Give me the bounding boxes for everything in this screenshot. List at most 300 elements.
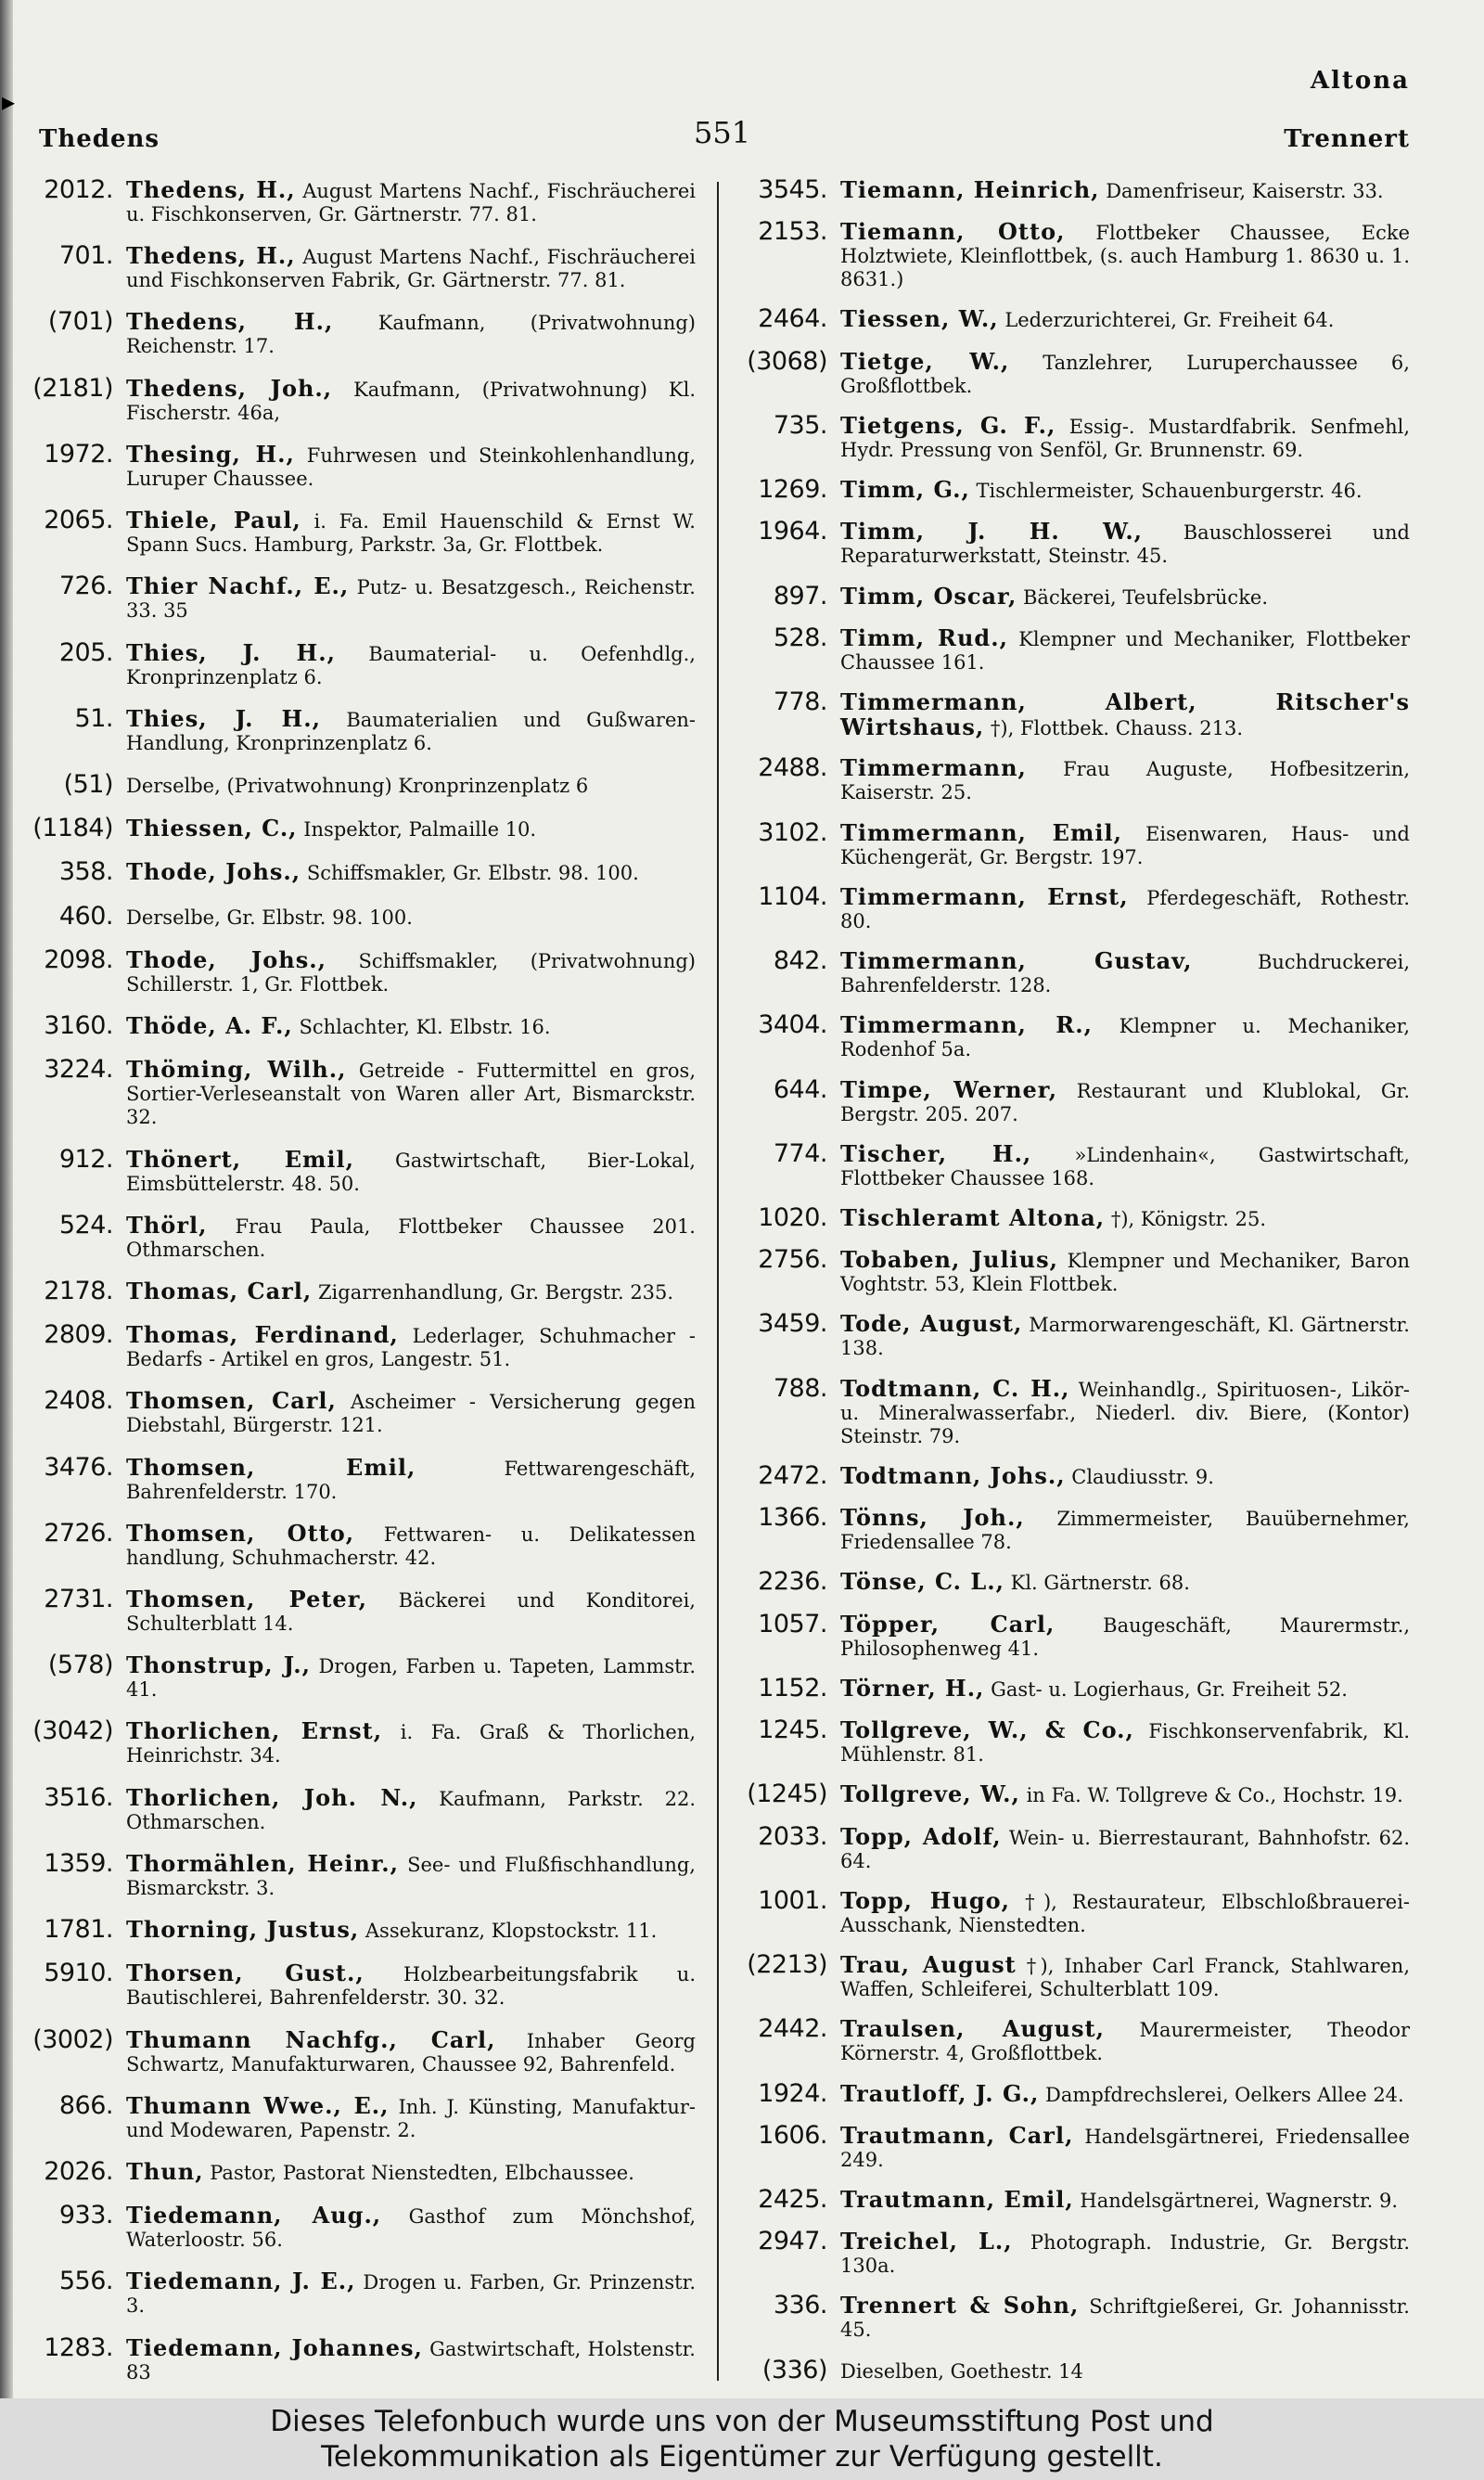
page-edge-shadow <box>0 0 16 2398</box>
entry-details: Handelsgärtnerei, Wagnerstr. 9. <box>1080 2189 1399 2212</box>
entry-details: August Martens Nachf., Fischräucherei und Fischkonserven Fabrik, Gr. Gärtnerstr. 77. 81. <box>126 246 696 292</box>
subscriber-name: Töpper, Carl, <box>840 1610 1055 1638</box>
directory-entry <box>19 1586 696 1636</box>
directory-entry <box>733 2186 1410 2214</box>
entry-details: Bäckerei, Teufelsbrücke. <box>1023 585 1269 609</box>
subscriber-name: Trautmann, Emil, <box>840 2185 1074 2213</box>
entry-text <box>840 754 1410 804</box>
phone-number: 3224. <box>44 1055 113 1085</box>
entry-details: Lederzurichterei, Gr. Freiheit 64. <box>1004 309 1335 332</box>
subscriber-name: Todtmann, C. H., <box>840 1374 1070 1402</box>
phone-number: 2408. <box>44 1386 113 1416</box>
entry-details: Fettwarengeschäft, Bahrenfelderstr. 170. <box>126 1457 696 1503</box>
phone-number: 2153. <box>758 217 827 247</box>
phone-number: 2425. <box>758 2184 827 2214</box>
entry-text <box>126 1717 696 1767</box>
subscriber-name: Tollgreve, W., <box>840 1780 1020 1808</box>
entry-details: Restaurant und Klublokal, Gr. Bergstr. 205. 207. <box>840 1079 1410 1125</box>
entry-text <box>840 2228 1410 2278</box>
subscriber-name: Tietgens, G. F., <box>840 411 1056 439</box>
entry-details: Kaufmann, (Privatwohnung) Kl. Fischerstr. 46a, <box>126 378 696 424</box>
phone-number: 2756. <box>758 1245 827 1275</box>
subscriber-name: Tiemann, Otto, <box>840 218 1066 246</box>
entry-text <box>126 2158 696 2185</box>
right-column <box>733 176 1410 2384</box>
subscriber-name: Timpe, Werner, <box>840 1075 1058 1103</box>
entry-details: Frau Paula, Flottbeker Chaussee 201. Othmarschen. <box>126 1214 696 1261</box>
phone-number: 644. <box>773 1074 827 1104</box>
subscriber-name: Thumann Nachfg., Carl, <box>126 2025 496 2053</box>
subscriber-name: Thöde, A. F., <box>126 1012 293 1040</box>
phone-number: 701. <box>58 241 113 271</box>
entry-text <box>126 2268 696 2318</box>
entry-text <box>840 1823 1410 1873</box>
entry-details: in Fa. W. Tollgreve & Co., Hochstr. 19. <box>1026 1784 1403 1807</box>
subscriber-name: Todtmann, Johs., <box>840 1461 1066 1489</box>
entry-text <box>840 2080 1410 2107</box>
directory-entry <box>19 1960 696 2010</box>
phone-number: 2033. <box>758 1821 827 1851</box>
entry-details: Baugeschäft, Maurermstr., Philosophenweg 41. <box>840 1613 1410 1660</box>
entry-details: Schriftgießerei, Gr. Johannisstr. 45. <box>840 2295 1410 2342</box>
entry-text <box>840 1246 1410 1296</box>
subscriber-name: Thorsen, Gust., <box>126 1960 365 1987</box>
entry-text <box>840 176 1410 203</box>
entry-details: Essig-. Mustardfabrik. Senfmehl, Hydr. Pressung von Senföl, Gr. Brunnenstr. 69. <box>840 415 1411 461</box>
entry-text <box>126 2334 696 2384</box>
directory-entry <box>733 583 1410 610</box>
directory-entry <box>733 1462 1410 1490</box>
subscriber-name: Thormählen, Heinr., <box>126 1849 399 1877</box>
entry-details: Tanzlehrer, Luruperchaussee 6, Großflottbek. <box>840 351 1410 397</box>
phone-number: 3516. <box>44 1782 113 1812</box>
entry-text <box>840 1375 1410 1448</box>
entry-text <box>126 1586 696 1636</box>
entry-text <box>840 1310 1410 1360</box>
subscriber-name: Thode, Johs., <box>126 858 301 886</box>
footer-notice <box>0 2398 1484 2480</box>
directory-entry <box>19 1651 696 1702</box>
directory-entry <box>733 1076 1410 1126</box>
directory-entry <box>19 946 696 996</box>
directory-entry <box>733 1140 1410 1190</box>
directory-entry <box>19 858 696 886</box>
directory-entry <box>19 2026 696 2076</box>
entry-details: Weinhandlg., Spirituosen-, Likör- u. Mineralwasserfabr., Niederl. div. Biere, (Kontor) Steinstr. 79. <box>840 1378 1410 1447</box>
entry-details: Baumaterial- u. Oefenhdlg., Kronprinzenplatz 6. <box>126 642 696 688</box>
phone-number: 735. <box>773 410 827 440</box>
subscriber-name: Thiessen, C., <box>126 815 298 842</box>
phone-number: 1283. <box>44 2332 113 2362</box>
entry-text <box>840 1780 1410 1807</box>
entry-details: Claudiusstr. 9. <box>1071 1465 1214 1488</box>
subscriber-name: Tönns, Joh., <box>840 1504 1025 1532</box>
subscriber-name: Thomas, Ferdinand, <box>126 1321 399 1349</box>
phone-number: 842. <box>773 946 827 976</box>
entry-text <box>840 1140 1410 1190</box>
directory-entry <box>19 1717 696 1767</box>
page-number: 551 <box>694 115 751 150</box>
subscriber-name: Thomsen, Emil, <box>126 1453 416 1481</box>
directory-entry <box>733 754 1410 804</box>
entry-details: Zigarrenhandlung, Gr. Bergstr. 235. <box>317 1280 674 1304</box>
entry-text <box>840 1076 1410 1126</box>
phone-number: 2065. <box>44 506 113 535</box>
subscriber-name: Thedens, H., <box>126 176 296 203</box>
subscriber-name: Tiessen, W., <box>840 305 999 333</box>
entry-text <box>126 903 696 930</box>
entry-details: Flottbeker Chaussee, Ecke Holztwiete, Kleinflottbek, (s. auch Hamburg 1. 8630 u. 1. 8631.) <box>840 222 1410 291</box>
directory-entry <box>733 1011 1410 1061</box>
phone-number: 2731. <box>44 1585 113 1614</box>
subscriber-name: Thorning, Justus, <box>126 1916 360 1944</box>
entry-text <box>840 348 1410 398</box>
entry-text <box>840 1011 1410 1061</box>
entry-details: Klempner und Mechaniker, Baron Voghtstr. 53, Klein Flottbek. <box>840 1250 1410 1296</box>
entry-details: See- und Flußfischhandlung, Bismarckstr. 3. <box>126 1853 696 1899</box>
directory-entry <box>733 819 1410 869</box>
phone-number: 1781. <box>44 1915 113 1945</box>
entry-details: Kaufmann, (Privatwohnung) Reichenstr. 17. <box>126 312 697 358</box>
entry-details: Putz- u. Besatzgesch., Reichenstr. 33. 35 <box>126 576 696 623</box>
directory-entry <box>19 1916 696 1944</box>
entry-details: Holzbearbeitungsfabrik u. Bautischlerei, Bahrenfelderstr. 30. 32. <box>126 1963 696 2010</box>
entry-details: Drogen u. Farben, Gr. Prinzenstr. 3. <box>126 2271 696 2318</box>
entry-text <box>840 2186 1410 2213</box>
subscriber-name: Thönert, Emil, <box>126 1145 355 1173</box>
entry-details: Wein- u. Bierrestaurant, Bahnhofstr. 62. 64. <box>840 1826 1410 1872</box>
entry-details: Gasthof zum Mönchshof, Waterloostr. 56. <box>126 2205 696 2252</box>
directory-entry <box>19 1850 696 1900</box>
phone-number: 1972. <box>44 439 113 469</box>
entry-text <box>126 1784 696 1834</box>
first-entry-header: Thedens <box>39 125 160 153</box>
subscriber-name: Timmermann, <box>840 754 1027 782</box>
phone-number: 3476. <box>44 1452 113 1482</box>
entry-details: Pastor, Pastorat Nienstedten, Elbchaussee. <box>210 2162 634 2184</box>
entry-text <box>126 2026 696 2076</box>
phone-number: 5910. <box>44 1959 113 1988</box>
entry-details: Zimmermeister, Bauübernehmer, Friedensallee 78. <box>840 1508 1410 1554</box>
entry-text <box>126 1916 696 1943</box>
phone-number: 358. <box>58 857 113 887</box>
entry-text <box>126 308 696 358</box>
subscriber-name: Thorlichen, Ernst, <box>126 1717 383 1745</box>
phone-number: 726. <box>58 572 113 601</box>
subscriber-name: Thedens, Joh., <box>126 374 333 402</box>
entry-text <box>126 507 696 557</box>
phone-number: 51. <box>74 703 113 733</box>
entry-text <box>840 1204 1410 1231</box>
entry-details: †), Restaurateur, Elbschloßbrauerei-Ausschank, Nienstedten. <box>840 1890 1410 1936</box>
phone-number: 2726. <box>44 1518 113 1548</box>
phone-number: (578) <box>47 1651 113 1680</box>
phone-number: (1184) <box>32 814 113 843</box>
subscriber-name: Trennert & Sohn, <box>840 2292 1080 2319</box>
entry-details: Drogen, Farben u. Tapeten, Lammstr. 41. <box>126 1655 696 1702</box>
directory-entry <box>733 1951 1410 2001</box>
subscriber-name: Topp, Adolf, <box>840 1822 1002 1850</box>
entry-text <box>126 1520 696 1570</box>
city-header: Altona <box>1310 67 1410 95</box>
entry-details: i. Fa. Emil Hauenschild & Ernst W. Spann Sucs. Hamburg, Parkstr. 3a, Gr. Flottbek. <box>126 510 696 557</box>
entry-text <box>126 858 696 885</box>
entry-details: »Lindenhain«, Gastwirtschaft, Flottbeker Chaussee 168. <box>840 1143 1410 1189</box>
entry-details: Buchdruckerei, Bahrenfelderstr. 128. <box>840 951 1410 997</box>
subscriber-name: Timmermann, Emil, <box>840 818 1122 846</box>
entry-details: Dampfdrechslerei, Oelkers Allee 24. <box>1045 2083 1404 2106</box>
directory-entry <box>19 639 696 689</box>
phone-number: (2181) <box>32 373 113 403</box>
phone-number: (1245) <box>747 1780 827 1809</box>
entry-details: Getreide - Futtermittel en gros, Sortier-Verleseanstalt von Waren aller Art, Bismarckstr. 32. <box>126 1060 696 1129</box>
subscriber-name: Tobaben, Julius, <box>840 1246 1058 1274</box>
subscriber-name: Timmermann, Ernst, <box>840 882 1129 910</box>
phone-number: 897. <box>773 581 827 610</box>
phone-number: (51) <box>63 769 113 799</box>
directory-entry <box>19 1454 696 1504</box>
entry-text <box>126 1651 696 1702</box>
directory-entry <box>19 1784 696 1834</box>
entry-text <box>126 375 696 425</box>
entry-details: Inhaber Georg Schwartz, Manufakturwaren, Chaussee 92, Bahrenfeld. <box>126 2029 696 2075</box>
directory-entry <box>19 1520 696 1570</box>
phone-number: 2236. <box>758 1567 827 1597</box>
phone-number: 3102. <box>758 817 827 847</box>
phone-number: 3160. <box>44 1011 113 1041</box>
directory-entry <box>19 1056 696 1129</box>
entry-text <box>840 412 1410 462</box>
entry-details: Handelsgärtnerei, Friedensallee 249. <box>840 2125 1410 2171</box>
phone-number: 1245. <box>758 1715 827 1745</box>
entry-details: Inspektor, Palmaille 10. <box>303 818 537 842</box>
phone-number: 2098. <box>44 944 113 974</box>
entry-details: Assekuranz, Klopstockstr. 11. <box>365 1920 658 1943</box>
subscriber-name: Timmermann, R., <box>840 1011 1093 1039</box>
subscriber-name: Thies, J. H., <box>126 704 321 732</box>
entry-text <box>840 518 1410 568</box>
directory-entry <box>733 1204 1410 1232</box>
entry-details: Maurermeister, Theodor Körnerstr. 4, Großflottbek. <box>840 2019 1410 2065</box>
subscriber-name: Timmermann, Albert, Ritscher's Wirtshaus, <box>840 688 1410 741</box>
entry-text <box>840 624 1410 675</box>
phone-number: 788. <box>773 1373 827 1403</box>
entry-text <box>126 441 696 491</box>
subscriber-name: Thun, <box>126 2158 204 2185</box>
subscriber-name: Thörl, <box>126 1211 208 1239</box>
phone-number: 1020. <box>758 1202 827 1232</box>
phone-number: 1104. <box>758 881 827 911</box>
subscriber-name: Thomas, Carl, <box>126 1277 313 1304</box>
entry-text <box>126 1960 696 2010</box>
entry-text <box>126 572 696 623</box>
directory-entry <box>733 348 1410 398</box>
subscriber-name: Trautmann, Carl, <box>840 2121 1074 2149</box>
phone-number: (2213) <box>747 1950 827 1980</box>
entry-text <box>126 1212 696 1262</box>
phone-number: (701) <box>47 307 113 337</box>
subscriber-name: Tischleramt Altona, <box>840 1203 1106 1231</box>
subscriber-name: Tiedemann, J. E., <box>126 2268 356 2295</box>
entry-details: Kaufmann, Parkstr. 22. Othmarschen. <box>126 1787 696 1833</box>
phone-number: 3404. <box>758 1010 827 1040</box>
directory-entry <box>19 705 696 755</box>
phone-number: 556. <box>58 2267 113 2296</box>
entry-text <box>126 639 696 689</box>
phone-number: 2178. <box>44 1276 113 1305</box>
entry-details: Kl. Gärtnerstr. 68. <box>1010 1572 1190 1595</box>
directory-entry <box>19 572 696 623</box>
directory-entry <box>19 2334 696 2384</box>
subscriber-name: Tiemann, Heinrich, <box>840 176 1100 203</box>
phone-number: 528. <box>773 623 827 652</box>
phone-number: 1359. <box>44 1848 113 1878</box>
column-divider <box>717 182 719 2381</box>
entry-details: Lederlager, Schuhmacher - Bedarfs - Artikel en gros, Langestr. 51. <box>126 1325 696 1371</box>
entry-details: Derselbe, Gr. Elbstr. 98. 100. <box>126 906 413 929</box>
entry-text <box>840 1675 1410 1702</box>
subscriber-name: Tollgreve, W., & Co., <box>840 1716 1134 1744</box>
subscriber-name: Thöming, Wilh., <box>126 1056 347 1084</box>
phone-number: (3068) <box>747 346 827 376</box>
entry-text <box>126 771 696 798</box>
directory-entry <box>19 1146 696 1196</box>
entry-text <box>126 242 696 292</box>
phone-number: 1366. <box>758 1503 827 1533</box>
phone-number: 1924. <box>758 2078 827 2108</box>
directory-entry <box>733 176 1410 204</box>
entry-details: †), Flottbek. Chauss. 213. <box>990 717 1244 740</box>
subscriber-name: Treichel, L., <box>840 2228 1013 2255</box>
phone-number: 912. <box>58 1144 113 1174</box>
directory-entry <box>19 1387 696 1437</box>
entry-text <box>840 305 1410 332</box>
directory-entry <box>733 2357 1410 2384</box>
entry-details: Fuhrwesen und Steinkohlenhandlung, Luruper Chaussee. <box>126 443 696 490</box>
entry-details: Schiffsmakler, (Privatwohnung) Schillerstr. 1, Gr. Flottbek. <box>126 949 696 996</box>
directory-entry <box>733 1887 1410 1937</box>
entry-text <box>840 2357 1410 2384</box>
subscriber-name: Timm, J. H. W., <box>840 518 1144 546</box>
phone-number: (3042) <box>32 1716 113 1746</box>
directory-entry <box>19 2158 696 2186</box>
entry-text <box>840 476 1410 503</box>
directory-entry <box>733 1716 1410 1767</box>
phone-number: 2809. <box>44 1320 113 1350</box>
subscriber-name: Timmermann, Gustav, <box>840 947 1193 975</box>
subscriber-name: Timm, Rud., <box>840 623 1008 651</box>
directory-entry <box>19 1012 696 1040</box>
entry-text <box>840 2122 1410 2172</box>
directory-entry <box>733 218 1410 291</box>
entry-text <box>126 1850 696 1900</box>
entry-text <box>840 1887 1410 1937</box>
phone-number: 778. <box>773 687 827 717</box>
page-marker-icon: ▸ <box>2 86 16 117</box>
entry-text <box>840 1716 1410 1767</box>
entry-details: Dieselben, Goethestr. 14 <box>840 2359 1083 2383</box>
entry-text <box>840 1568 1410 1595</box>
phone-number: 1152. <box>758 1673 827 1703</box>
directory-entry <box>733 1246 1410 1296</box>
directory-entry <box>733 688 1410 740</box>
entry-text <box>126 946 696 996</box>
entry-text <box>126 1321 696 1371</box>
subscriber-name: Topp, Hugo, <box>840 1886 1011 1914</box>
entry-details: i. Fa. Graß & Thorlichen, Heinrichstr. 34. <box>126 1721 696 1767</box>
subscriber-name: Thies, J. H., <box>126 638 336 666</box>
directory-entry <box>733 2122 1410 2172</box>
subscriber-name: Trautloff, J. G., <box>840 2079 1040 2107</box>
footer-line-2: Telekommunikation als Eigentümer zur Verfügung gestellt. <box>321 2440 1163 2474</box>
entry-text <box>840 688 1410 740</box>
directory-entry <box>733 2015 1410 2065</box>
subscriber-name: Thumann Wwe., E., <box>126 2091 390 2119</box>
directory-entry <box>19 507 696 557</box>
entry-text <box>840 1611 1410 1661</box>
entry-text <box>126 1146 696 1196</box>
phone-number: 336. <box>773 2291 827 2320</box>
entry-text <box>840 218 1410 291</box>
entry-details: Derselbe, (Privatwohnung) Kronprinzenplatz 6 <box>126 774 589 797</box>
subscriber-name: Tischer, H., <box>840 1139 1032 1167</box>
phone-number: 524. <box>58 1210 113 1240</box>
subscriber-name: Thorlichen, Joh. N., <box>126 1783 418 1811</box>
entry-text <box>840 947 1410 997</box>
directory-entry <box>733 1310 1410 1360</box>
directory-entry <box>19 441 696 491</box>
entry-text <box>126 815 696 842</box>
phone-number: 1606. <box>758 2120 827 2150</box>
directory-entry <box>19 2092 696 2142</box>
subscriber-name: Tiedemann, Johannes, <box>126 2333 423 2361</box>
entry-details: Fettwaren- u. Delikatessen handlung, Schuhmacherstr. 42. <box>126 1523 696 1569</box>
phone-number: 774. <box>773 1138 827 1168</box>
phone-number: (3002) <box>32 2024 113 2054</box>
phone-number: 2464. <box>758 304 827 334</box>
directory-entry <box>19 771 696 799</box>
directory-entry <box>19 375 696 425</box>
directory-entry <box>733 412 1410 462</box>
phone-number: 2442. <box>758 2014 827 2044</box>
entry-details: Schlachter, Kl. Elbstr. 16. <box>299 1016 551 1039</box>
entry-details: †), Königstr. 25. <box>1110 1207 1267 1230</box>
entry-text <box>126 2202 696 2252</box>
entry-details: Gastwirtschaft, Holstenstr. 83 <box>126 2337 696 2384</box>
directory-entry <box>733 624 1410 675</box>
phone-number: 1269. <box>758 475 827 505</box>
directory-entry <box>733 518 1410 568</box>
left-column <box>19 176 696 2384</box>
directory-entry <box>19 242 696 292</box>
last-entry-header: Trennert <box>1284 125 1410 153</box>
directory-entry <box>19 815 696 842</box>
subscriber-name: Thedens, H., <box>126 308 334 336</box>
entry-details: Eisenwaren, Haus- und Küchengerät, Gr. Bergstr. 197. <box>840 822 1410 868</box>
phone-number: 1001. <box>758 1885 827 1915</box>
entry-details: Fischkonservenfabrik, Kl. Mühlenstr. 81. <box>840 1720 1410 1767</box>
entry-details: Bauschlosserei und Reparaturwerkstatt, Steinstr. 45. <box>840 521 1410 568</box>
entry-text <box>126 176 696 226</box>
directory-entry <box>19 308 696 358</box>
subscriber-name: Thonstrup, J., <box>126 1651 311 1679</box>
entry-text <box>840 2292 1410 2342</box>
phone-number: 1057. <box>758 1609 827 1638</box>
phone-number: 3459. <box>758 1309 827 1339</box>
entry-text <box>126 1278 696 1304</box>
entry-text <box>126 705 696 755</box>
directory-entry <box>733 1375 1410 1448</box>
